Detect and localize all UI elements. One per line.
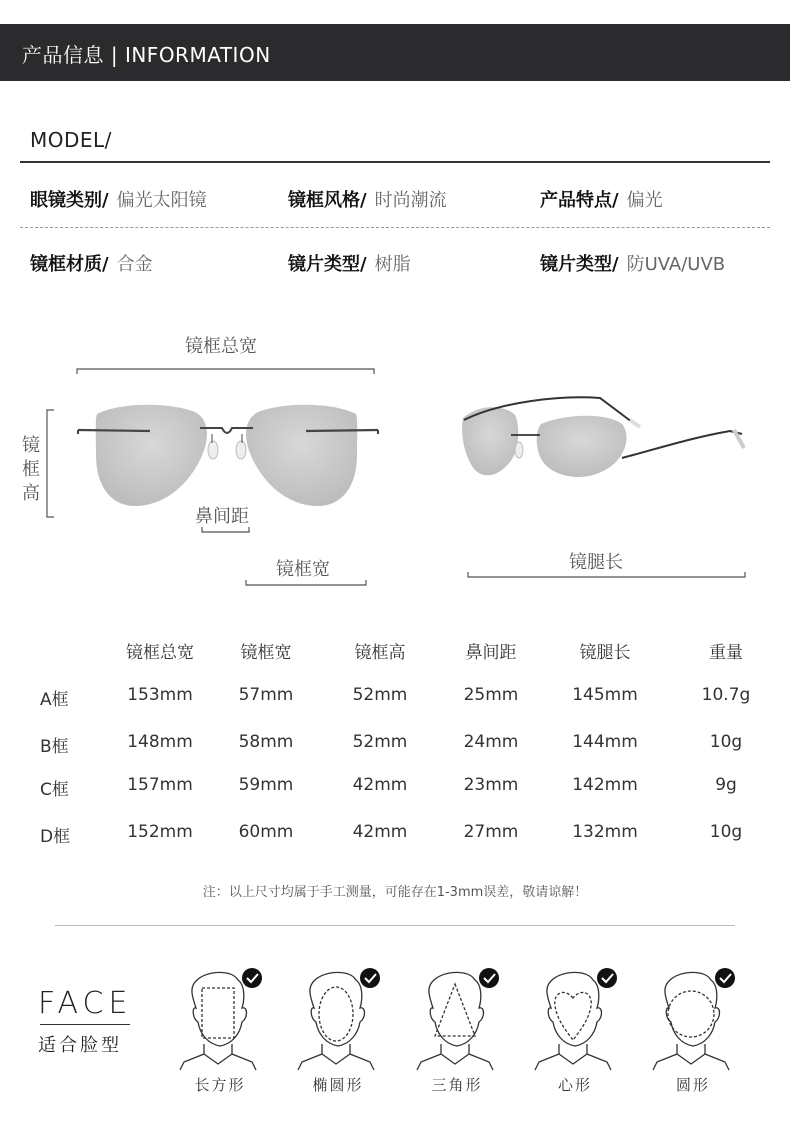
face-shape-label: 圆形 [675,1076,710,1094]
table-cell: 23mm [463,775,519,795]
table-cell: 153mm [127,685,193,705]
temple-length-label: 镜腿长 [569,552,623,573]
page-title: 产品信息 | INFORMATION [22,43,271,67]
table-row [0,732,790,762]
table-cell: 52mm [352,732,408,752]
spec-key: 镜框材质/ [30,254,109,275]
table-cell: 148mm [127,732,193,752]
round-face-icon [643,962,743,1072]
lens-width-label: 镜框宽 [276,559,330,580]
total-width-label: 镜框总宽 [185,336,257,357]
table-cell: 27mm [463,822,519,842]
table-cell: 25mm [463,685,519,705]
face-title-rule [40,1024,130,1025]
table-cell: 142mm [572,775,638,795]
triangle-face-icon [407,962,507,1072]
table-row-label: C框 [40,780,69,800]
spec-item [288,250,411,276]
table-cell: 42mm [352,775,408,795]
face-title: FACE [38,986,133,1021]
table-cell: 144mm [572,732,638,752]
dimension-diagram [0,310,790,600]
face-shape-rectangle [170,962,270,1102]
table-cell: 42mm [352,822,408,842]
table-cell: 145mm [572,685,638,705]
spec-value: 时尚潮流 [374,190,447,211]
model-label: MODEL/ [30,128,112,152]
face-shape-label: 心形 [557,1076,592,1094]
spec-value: 偏光太阳镜 [116,190,207,211]
table-cell: 132mm [572,822,638,842]
table-row-label: B框 [40,737,69,757]
table-cell: 58mm [238,732,294,752]
spec-item [540,186,663,212]
face-shape-label: 椭圆形 [312,1076,364,1094]
table-cell: 152mm [127,822,193,842]
table-row [0,685,790,715]
spec-item [30,186,207,212]
face-subtitle: 适合脸型 [38,1035,122,1056]
temple-length-bracket [468,572,745,577]
frame-height-char: 镜 [22,435,40,456]
frame-height-char: 框 [22,459,40,480]
table-header-cell: 鼻间距 [465,643,517,663]
nose-bridge-bracket [202,527,249,532]
table-cell: 10.7g [701,685,751,705]
table-cell: 57mm [238,685,294,705]
section-divider [55,925,735,926]
table-header-cell: 镜框高 [354,643,406,663]
lens-width-bracket [246,580,366,585]
frame-height-bracket [47,410,54,517]
table-cell: 10g [709,822,743,842]
table-header-cell: 镜框总宽 [126,643,194,663]
model-divider [20,161,770,163]
table-cell: 59mm [238,775,294,795]
table-row [0,775,790,805]
measurement-note: 注：以上尺寸均属于手工测量，可能存在1-3mm误差，敬请谅解！ [202,885,588,900]
spec-key: 眼镜类别/ [30,190,109,211]
spec-key: 镜框风格/ [288,190,367,211]
size-table-header [0,638,790,668]
table-cell: 24mm [463,732,519,752]
total-width-bracket [77,369,374,374]
face-shape-round [643,962,743,1102]
spec-item [30,250,153,276]
face-shape-label: 三角形 [431,1076,483,1094]
frame-height-char: 高 [22,483,40,504]
spec-key: 产品特点/ [540,190,619,211]
oval-face-icon [288,962,388,1072]
table-row-label: A框 [40,690,69,710]
spec-key: 镜片类型/ [540,254,619,275]
spec-value: 偏光 [626,190,663,211]
table-header-cell: 镜腿长 [579,643,631,663]
glasses-drawing [0,310,790,600]
spec-row-2 [20,228,770,292]
heart-face-icon [525,962,625,1072]
spec-value: 防UVA/UVB [626,254,726,275]
table-header-cell: 镜框宽 [240,643,292,663]
face-shape-heart [525,962,625,1102]
side-view-glasses [462,397,744,477]
nose-bridge-label: 鼻间距 [195,506,249,527]
spec-item [540,250,725,276]
face-shape-triangle [407,962,507,1102]
spec-value: 合金 [116,254,153,275]
spec-row-1 [20,164,770,228]
table-cell: 9g [715,775,737,795]
table-cell: 10g [709,732,743,752]
table-row-label: D框 [40,827,71,847]
table-row [0,822,790,852]
table-cell: 60mm [238,822,294,842]
spec-key: 镜片类型/ [288,254,367,275]
face-shape-oval [288,962,388,1102]
table-cell: 52mm [352,685,408,705]
table-header-cell: 重量 [709,643,743,663]
rectangle-face-icon [170,962,270,1072]
face-shape-label: 长方形 [194,1076,246,1094]
spec-item [288,186,447,212]
table-cell: 157mm [127,775,193,795]
front-view-glasses [78,405,378,506]
spec-value: 树脂 [374,254,411,275]
